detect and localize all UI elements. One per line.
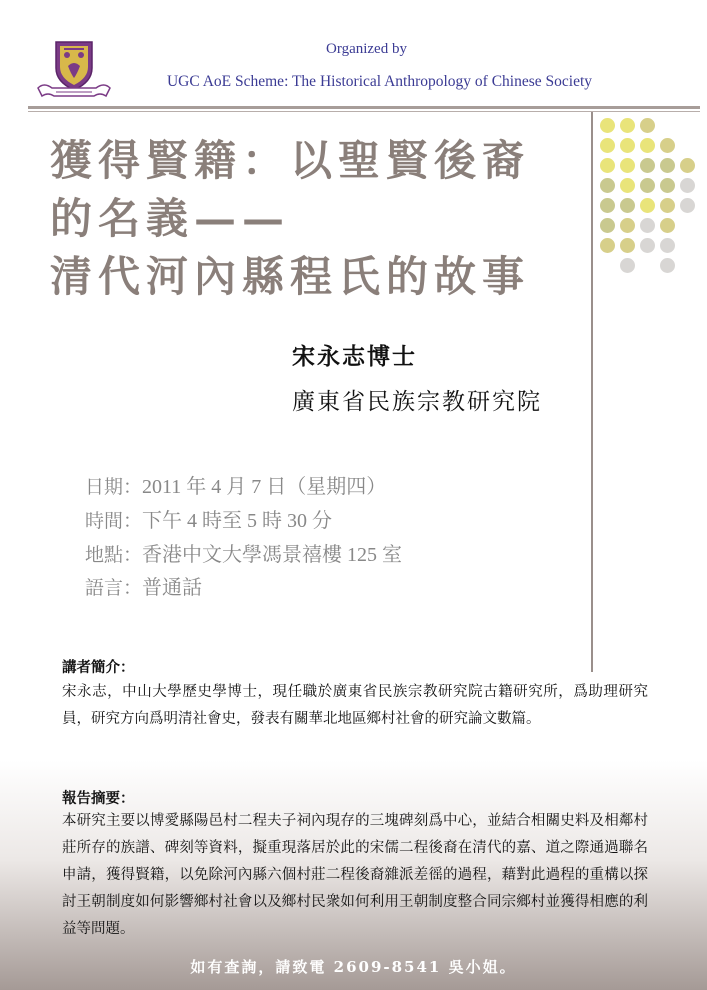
decorative-dot [660, 218, 675, 233]
decorative-dot [680, 198, 695, 213]
decorative-dot [620, 138, 635, 153]
time-row [85, 504, 332, 533]
time-label: 時間： [85, 510, 143, 532]
abstract-text: 本研究主要以博愛縣陽邑村二程夫子祠內現存的三塊碑刻爲中心，並結合相關史料及相鄰村莊所存的族譜、碑刻等資料，擬重現落居於此的宋儒二程後裔在清代的嘉、道之際通過聯名申請，獲得賢籍，以免除河內縣六個村莊二程後裔雜派差徭的過程，藉對此過程的重構以探討王朝制度如何影響鄉村社會以及鄉村民衆如何利用王朝制度整合同宗鄉村並獲得相應的利益等問題。 [62, 813, 648, 937]
decorative-dot [640, 178, 655, 193]
decorative-dot [640, 158, 655, 173]
decorative-dot [680, 178, 695, 193]
decorative-dot [680, 158, 695, 173]
decorative-dot [600, 138, 615, 153]
decorative-dot [600, 178, 615, 193]
header-divider [28, 106, 700, 109]
decorative-dot [660, 198, 675, 213]
bio-heading: 講者簡介： [62, 660, 135, 676]
speaker-affiliation: 廣東省民族宗教研究院 [292, 389, 542, 415]
language-value: 普通話 [142, 577, 203, 599]
time-value: 下午 4 時至 5 時 30 分 [142, 510, 333, 532]
decorative-dot-grid [596, 118, 696, 298]
decorative-dot [640, 198, 655, 213]
language-label: 語言： [85, 577, 143, 599]
contact-info: 如有查詢，請致電 2609-8541 吳小姐。 [190, 958, 517, 976]
organized-by-label: Organized by [326, 41, 407, 57]
decorative-dot [660, 158, 675, 173]
decorative-dot [620, 238, 635, 253]
abstract-heading: 報告摘要： [62, 791, 135, 807]
event-title [50, 132, 590, 306]
decorative-dot [600, 158, 615, 173]
speaker-name: 宋永志博士 [292, 343, 417, 370]
title-line-1: 獲得賢籍：以聖賢後裔 [50, 136, 531, 185]
header-divider-thin [28, 111, 700, 112]
date-value: 2011 年 4 月 7 日（星期四） [142, 476, 387, 498]
title-line-2: 的名義—— [50, 194, 291, 243]
decorative-dot [640, 238, 655, 253]
organizer-scheme-name: UGC AoE Scheme: The Historical Anthropology of Chinese Society [166, 73, 593, 90]
decorative-dot [640, 138, 655, 153]
bio-text: 宋永志，中山大學歷史學博士，現任職於廣東省民族宗教研究院古籍研究所，爲助理研究員，研究方向爲明清社會史，發表有關華北地區鄉村社會的研究論文數篇。 [62, 684, 648, 727]
vertical-divider [591, 112, 593, 672]
date-label: 日期： [85, 476, 143, 498]
date-row [85, 470, 386, 499]
decorative-dot [620, 118, 635, 133]
decorative-dot [620, 158, 635, 173]
decorative-dot [600, 218, 615, 233]
decorative-dot [640, 118, 655, 133]
decorative-dot [660, 238, 675, 253]
decorative-dot [620, 178, 635, 193]
venue-value: 香港中文大學馮景禧樓 125 室 [142, 544, 403, 566]
decorative-dot [660, 258, 675, 273]
decorative-dot [620, 198, 635, 213]
venue-row [85, 538, 402, 567]
decorative-dot [600, 118, 615, 133]
decorative-dot [600, 198, 615, 213]
decorative-dot [660, 138, 675, 153]
decorative-dot [600, 238, 615, 253]
title-line-3: 清代河內縣程氏的故事 [50, 252, 531, 301]
decorative-dot [620, 218, 635, 233]
decorative-dot [640, 218, 655, 233]
language-row [85, 571, 202, 600]
decorative-dot [620, 258, 635, 273]
decorative-dot [660, 178, 675, 193]
venue-label: 地點： [85, 544, 143, 566]
